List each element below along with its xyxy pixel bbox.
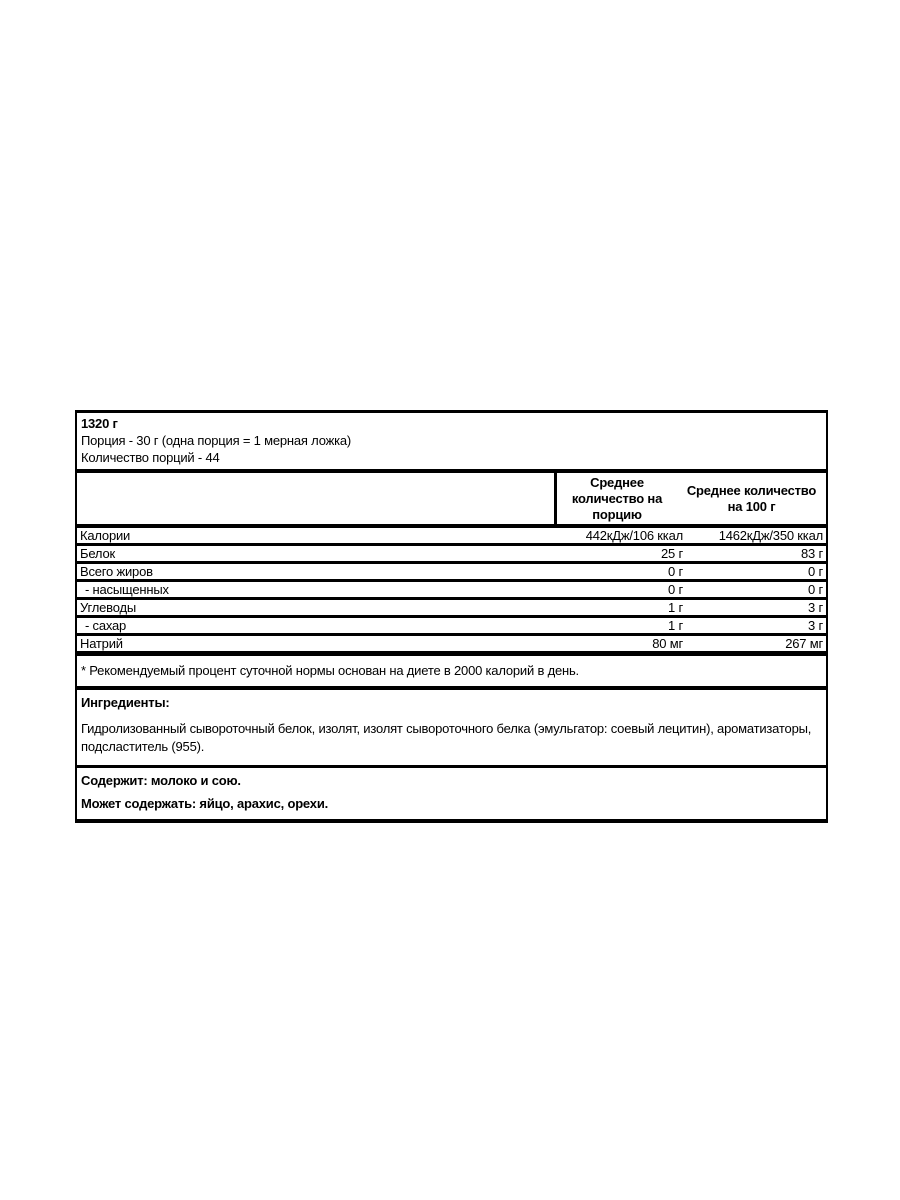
allergens-section	[77, 768, 826, 819]
nutrient-name: Углеводы	[80, 600, 136, 615]
per-serving-value: 442кДж/106 ккал	[585, 528, 683, 543]
daily-value-footnote: * Рекомендуемый процент суточной нормы основан на диете в 2000 калорий в день.	[77, 656, 826, 690]
net-weight: 1320 г	[81, 416, 118, 431]
per-serving-value: 0 г	[668, 564, 683, 579]
per-100g-value: 1462кДж/350 ккал	[718, 528, 823, 543]
nutrient-name: Всего жиров	[80, 564, 153, 579]
per-100g-value: 3 г	[808, 600, 823, 615]
per-serving-column-header: Среднее количество на порцию	[571, 474, 663, 522]
servings-count: Количество порций - 44	[81, 450, 220, 465]
per-100g-value: 83 г	[800, 546, 823, 561]
nutrient-name: Белок	[80, 546, 115, 561]
ingredients-text: Гидролизованный сывороточный белок, изолят, изолят сывороточного белка (эмульгатор: соевый лецитин), ароматизаторы, подсластитель (955).	[81, 721, 812, 754]
table-header-empty-cell	[77, 473, 557, 524]
serving-size: Порция - 30 г (одна порция = 1 мерная ложка)	[81, 433, 352, 448]
contains-line: Содержит: молоко и сою.	[81, 773, 241, 788]
per-serving-value: 0 г	[668, 582, 683, 597]
table-row	[77, 600, 826, 618]
per-serving-value: 80 мг	[652, 636, 683, 651]
per-serving-value: 1 г	[668, 600, 683, 615]
table-row	[77, 582, 826, 600]
table-row	[77, 546, 826, 564]
per-100g-value: 0 г	[808, 582, 823, 597]
nutrition-table-body	[77, 528, 826, 656]
nutrient-name: Натрий	[80, 636, 123, 651]
table-row	[77, 618, 826, 636]
nutrient-name: Калории	[80, 528, 131, 543]
table-header-row	[77, 473, 826, 528]
per-100g-value: 0 г	[808, 564, 823, 579]
table-row	[77, 636, 826, 656]
ingredients-section	[77, 690, 826, 768]
per-100g-column-header: Среднее количество на 100 г	[686, 482, 817, 514]
may-contain-line: Может содержать: яйцо, арахис, орехи.	[81, 796, 329, 811]
table-row	[77, 564, 826, 582]
nutrient-name: - насыщенных	[85, 582, 169, 597]
per-serving-value: 1 г	[668, 618, 683, 633]
per-100g-value: 3 г	[808, 618, 823, 633]
nutrient-name: - сахар	[85, 618, 127, 633]
per-serving-value: 25 г	[660, 546, 683, 561]
product-info-block	[77, 413, 826, 473]
ingredients-heading: Ингредиенты:	[81, 695, 170, 710]
table-row	[77, 528, 826, 546]
nutrition-label	[75, 410, 828, 823]
per-100g-value: 267 мг	[785, 636, 823, 651]
